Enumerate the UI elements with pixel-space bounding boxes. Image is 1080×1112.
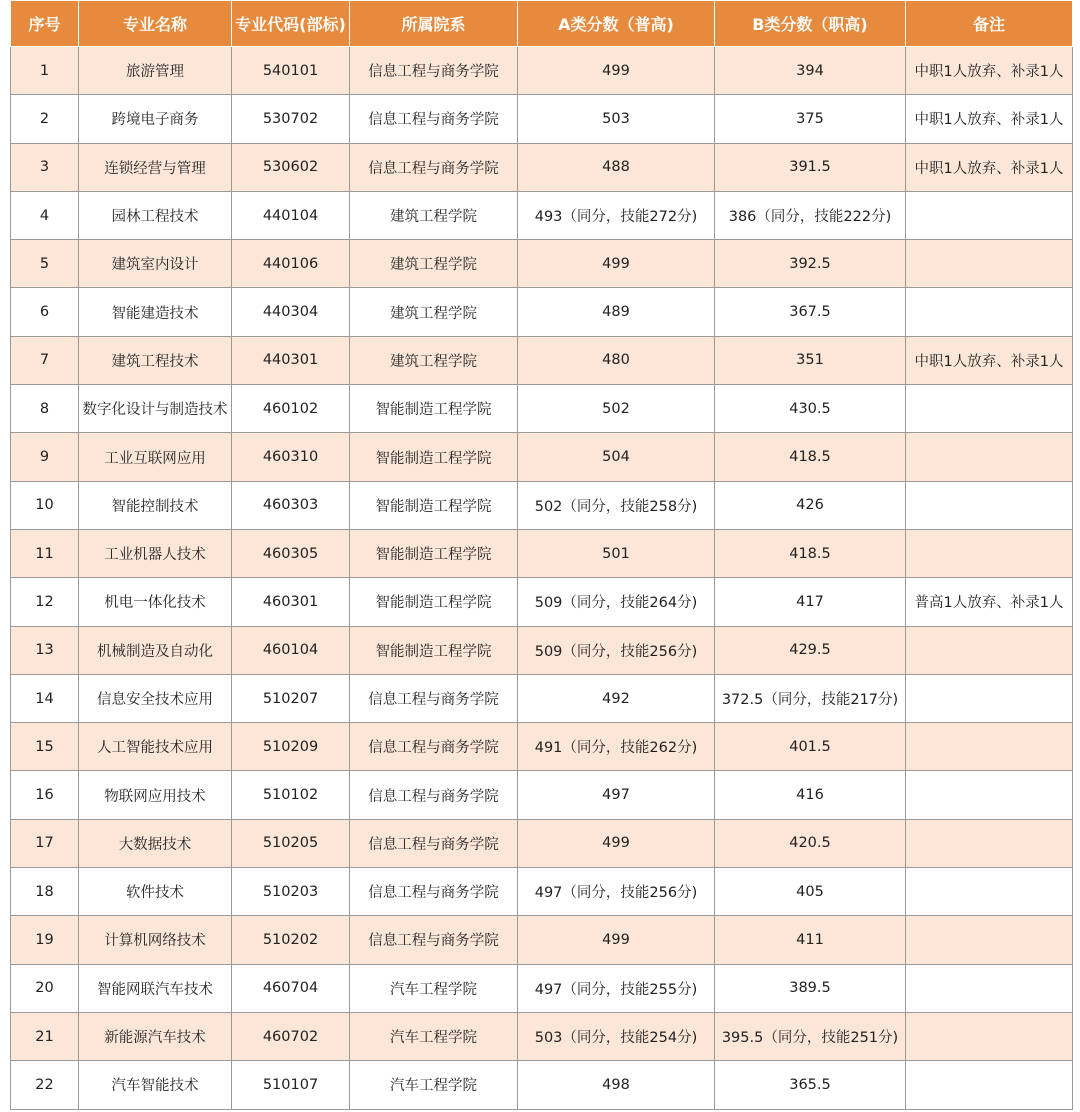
table-row — [11, 47, 1073, 95]
cell-score-b: 418.5 — [715, 433, 906, 481]
cell-major-name: 建筑工程技术 — [79, 336, 232, 384]
cell-department: 智能制造工程学院 — [350, 578, 518, 626]
cell-serial: 21 — [11, 1012, 79, 1060]
cell-major-code: 510107 — [232, 1061, 350, 1109]
cell-remarks: 中职1人放弃、补录1人 — [906, 95, 1073, 143]
cell-serial: 16 — [11, 771, 79, 819]
cell-major-name: 机电一体化技术 — [79, 578, 232, 626]
cell-score-a: 502（同分，技能258分) — [518, 481, 715, 529]
cell-score-b: 365.5 — [715, 1061, 906, 1109]
cell-remarks — [906, 771, 1073, 819]
cell-department: 建筑工程学院 — [350, 288, 518, 336]
cell-department: 智能制造工程学院 — [350, 481, 518, 529]
cell-serial: 17 — [11, 819, 79, 867]
cell-remarks — [906, 240, 1073, 288]
cell-score-a: 497（同分，技能255分) — [518, 964, 715, 1012]
cell-score-b: 389.5 — [715, 964, 906, 1012]
cell-score-b: 411 — [715, 916, 906, 964]
cell-remarks — [906, 481, 1073, 529]
cell-serial: 15 — [11, 723, 79, 771]
cell-major-name: 智能网联汽车技术 — [79, 964, 232, 1012]
table-row — [11, 433, 1073, 481]
cell-score-a: 493（同分，技能272分) — [518, 191, 715, 239]
cell-remarks — [906, 674, 1073, 722]
cell-department: 汽车工程学院 — [350, 1061, 518, 1109]
table-row — [11, 385, 1073, 433]
table-row — [11, 95, 1073, 143]
cell-serial: 4 — [11, 191, 79, 239]
admission-score-table — [10, 0, 1073, 1110]
cell-score-b: 429.5 — [715, 626, 906, 674]
table-row — [11, 868, 1073, 916]
cell-major-name: 连锁经营与管理 — [79, 143, 232, 191]
table-row — [11, 964, 1073, 1012]
cell-score-b: 405 — [715, 868, 906, 916]
table-row — [11, 626, 1073, 674]
cell-score-a: 491（同分，技能262分) — [518, 723, 715, 771]
cell-remarks — [906, 1012, 1073, 1060]
cell-remarks — [906, 1061, 1073, 1109]
cell-department: 智能制造工程学院 — [350, 385, 518, 433]
cell-major-code: 460310 — [232, 433, 350, 481]
cell-department: 信息工程与商务学院 — [350, 143, 518, 191]
cell-remarks: 普高1人放弃、补录1人 — [906, 578, 1073, 626]
header-remarks: 备注 — [906, 1, 1073, 47]
cell-score-b: 416 — [715, 771, 906, 819]
cell-serial: 3 — [11, 143, 79, 191]
cell-serial: 11 — [11, 529, 79, 577]
cell-remarks — [906, 529, 1073, 577]
cell-major-code: 510207 — [232, 674, 350, 722]
cell-serial: 12 — [11, 578, 79, 626]
table-row — [11, 240, 1073, 288]
cell-major-code: 460704 — [232, 964, 350, 1012]
cell-serial: 8 — [11, 385, 79, 433]
cell-score-a: 501 — [518, 529, 715, 577]
cell-score-b: 395.5（同分，技能251分) — [715, 1012, 906, 1060]
cell-score-a: 499 — [518, 240, 715, 288]
cell-major-name: 新能源汽车技术 — [79, 1012, 232, 1060]
table-row — [11, 771, 1073, 819]
cell-serial: 22 — [11, 1061, 79, 1109]
cell-major-name: 数字化设计与制造技术 — [79, 385, 232, 433]
cell-serial: 7 — [11, 336, 79, 384]
cell-score-a: 499 — [518, 819, 715, 867]
cell-department: 信息工程与商务学院 — [350, 674, 518, 722]
cell-serial: 6 — [11, 288, 79, 336]
cell-remarks — [906, 385, 1073, 433]
cell-major-name: 计算机网络技术 — [79, 916, 232, 964]
cell-major-code: 440301 — [232, 336, 350, 384]
cell-score-b: 375 — [715, 95, 906, 143]
cell-score-a: 499 — [518, 916, 715, 964]
cell-department: 信息工程与商务学院 — [350, 771, 518, 819]
cell-major-name: 工业互联网应用 — [79, 433, 232, 481]
cell-score-a: 497 — [518, 771, 715, 819]
cell-score-b: 426 — [715, 481, 906, 529]
cell-department: 智能制造工程学院 — [350, 626, 518, 674]
cell-score-a: 497（同分，技能256分) — [518, 868, 715, 916]
cell-serial: 14 — [11, 674, 79, 722]
table-row — [11, 578, 1073, 626]
cell-department: 信息工程与商务学院 — [350, 47, 518, 95]
cell-major-code: 510202 — [232, 916, 350, 964]
cell-major-code: 440104 — [232, 191, 350, 239]
cell-serial: 20 — [11, 964, 79, 1012]
cell-remarks — [906, 819, 1073, 867]
cell-serial: 9 — [11, 433, 79, 481]
cell-major-name: 软件技术 — [79, 868, 232, 916]
cell-major-code: 530602 — [232, 143, 350, 191]
header-score-a: A类分数（普高) — [518, 1, 715, 47]
cell-score-b: 351 — [715, 336, 906, 384]
header-major-name: 专业名称 — [79, 1, 232, 47]
cell-score-b: 420.5 — [715, 819, 906, 867]
cell-major-code: 460702 — [232, 1012, 350, 1060]
cell-score-b: 430.5 — [715, 385, 906, 433]
cell-score-b: 367.5 — [715, 288, 906, 336]
cell-department: 信息工程与商务学院 — [350, 916, 518, 964]
score-table-container — [10, 0, 1072, 1110]
cell-score-a: 499 — [518, 47, 715, 95]
table-row — [11, 723, 1073, 771]
cell-major-code: 540101 — [232, 47, 350, 95]
cell-department: 建筑工程学院 — [350, 336, 518, 384]
cell-score-b: 372.5（同分，技能217分) — [715, 674, 906, 722]
cell-major-name: 工业机器人技术 — [79, 529, 232, 577]
cell-major-code: 460102 — [232, 385, 350, 433]
cell-department: 智能制造工程学院 — [350, 529, 518, 577]
cell-major-name: 机械制造及自动化 — [79, 626, 232, 674]
cell-major-name: 智能建造技术 — [79, 288, 232, 336]
cell-major-code: 510209 — [232, 723, 350, 771]
cell-major-name: 智能控制技术 — [79, 481, 232, 529]
cell-score-a: 503（同分，技能254分) — [518, 1012, 715, 1060]
cell-major-code: 510102 — [232, 771, 350, 819]
cell-department: 建筑工程学院 — [350, 240, 518, 288]
cell-major-name: 信息安全技术应用 — [79, 674, 232, 722]
cell-serial: 1 — [11, 47, 79, 95]
table-row — [11, 529, 1073, 577]
cell-major-code: 460303 — [232, 481, 350, 529]
cell-major-code: 460305 — [232, 529, 350, 577]
cell-remarks — [906, 191, 1073, 239]
cell-major-code: 440304 — [232, 288, 350, 336]
table-row — [11, 916, 1073, 964]
cell-serial: 18 — [11, 868, 79, 916]
cell-score-b: 391.5 — [715, 143, 906, 191]
cell-major-code: 440106 — [232, 240, 350, 288]
cell-score-a: 489 — [518, 288, 715, 336]
cell-serial: 19 — [11, 916, 79, 964]
cell-major-code: 460104 — [232, 626, 350, 674]
cell-score-b: 386（同分，技能222分) — [715, 191, 906, 239]
cell-remarks — [906, 433, 1073, 481]
table-row — [11, 674, 1073, 722]
cell-score-b: 418.5 — [715, 529, 906, 577]
table-row — [11, 1061, 1073, 1109]
cell-major-name: 建筑室内设计 — [79, 240, 232, 288]
cell-remarks — [906, 868, 1073, 916]
cell-department: 信息工程与商务学院 — [350, 868, 518, 916]
cell-major-name: 物联网应用技术 — [79, 771, 232, 819]
header-serial: 序号 — [11, 1, 79, 47]
cell-major-name: 园林工程技术 — [79, 191, 232, 239]
cell-serial: 13 — [11, 626, 79, 674]
cell-department: 信息工程与商务学院 — [350, 819, 518, 867]
cell-major-name: 大数据技术 — [79, 819, 232, 867]
cell-score-a: 498 — [518, 1061, 715, 1109]
table-row — [11, 288, 1073, 336]
cell-score-a: 509（同分，技能264分) — [518, 578, 715, 626]
cell-score-b: 401.5 — [715, 723, 906, 771]
cell-score-a: 480 — [518, 336, 715, 384]
cell-serial: 10 — [11, 481, 79, 529]
cell-remarks: 中职1人放弃、补录1人 — [906, 336, 1073, 384]
cell-serial: 5 — [11, 240, 79, 288]
cell-score-a: 488 — [518, 143, 715, 191]
cell-serial: 2 — [11, 95, 79, 143]
table-body — [11, 47, 1073, 1110]
table-row — [11, 143, 1073, 191]
cell-score-b: 394 — [715, 47, 906, 95]
cell-score-a: 503 — [518, 95, 715, 143]
cell-remarks: 中职1人放弃、补录1人 — [906, 47, 1073, 95]
cell-department: 信息工程与商务学院 — [350, 723, 518, 771]
cell-major-code: 510203 — [232, 868, 350, 916]
header-department: 所属院系 — [350, 1, 518, 47]
cell-major-code: 510205 — [232, 819, 350, 867]
cell-score-a: 504 — [518, 433, 715, 481]
table-row — [11, 336, 1073, 384]
header-score-b: B类分数（职高) — [715, 1, 906, 47]
cell-remarks — [906, 723, 1073, 771]
cell-department: 建筑工程学院 — [350, 191, 518, 239]
table-row — [11, 1012, 1073, 1060]
cell-remarks — [906, 964, 1073, 1012]
cell-score-a: 492 — [518, 674, 715, 722]
cell-department: 信息工程与商务学院 — [350, 95, 518, 143]
cell-remarks — [906, 288, 1073, 336]
cell-major-name: 旅游管理 — [79, 47, 232, 95]
cell-department: 智能制造工程学院 — [350, 433, 518, 481]
cell-remarks — [906, 916, 1073, 964]
cell-score-a: 509（同分，技能256分) — [518, 626, 715, 674]
cell-department: 汽车工程学院 — [350, 1012, 518, 1060]
cell-major-name: 跨境电子商务 — [79, 95, 232, 143]
cell-remarks — [906, 626, 1073, 674]
table-row — [11, 819, 1073, 867]
cell-score-b: 392.5 — [715, 240, 906, 288]
cell-department: 汽车工程学院 — [350, 964, 518, 1012]
table-header-row — [11, 1, 1073, 47]
header-major-code: 专业代码(部标) — [232, 1, 350, 47]
table-row — [11, 481, 1073, 529]
cell-score-a: 502 — [518, 385, 715, 433]
table-row — [11, 191, 1073, 239]
cell-major-code: 530702 — [232, 95, 350, 143]
cell-score-b: 417 — [715, 578, 906, 626]
cell-major-code: 460301 — [232, 578, 350, 626]
cell-remarks: 中职1人放弃、补录1人 — [906, 143, 1073, 191]
cell-major-name: 人工智能技术应用 — [79, 723, 232, 771]
cell-major-name: 汽车智能技术 — [79, 1061, 232, 1109]
